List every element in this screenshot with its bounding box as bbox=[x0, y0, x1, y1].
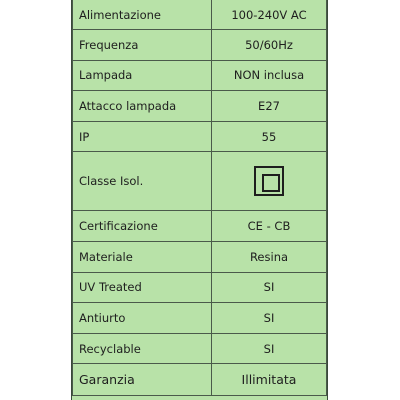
row-value: SI bbox=[212, 272, 327, 303]
row-value: CE - CB bbox=[212, 211, 327, 242]
row-label: Garanzia bbox=[73, 364, 212, 396]
row-label: IP bbox=[73, 121, 212, 152]
table-row bbox=[73, 121, 327, 152]
row-value: Illimitata bbox=[212, 364, 327, 396]
row-label: Antiurto bbox=[73, 303, 212, 334]
row-value bbox=[212, 152, 327, 211]
row-label: Alimentazione bbox=[73, 0, 212, 30]
row-label: Frequenza bbox=[73, 30, 212, 61]
row-label: Recyclable bbox=[73, 333, 212, 364]
table-row bbox=[73, 364, 327, 396]
row-label: Materiale bbox=[73, 241, 212, 272]
row-value: 50/60Hz bbox=[212, 30, 327, 61]
table-row bbox=[73, 152, 327, 211]
table-row bbox=[73, 272, 327, 303]
row-value: 55 bbox=[212, 121, 327, 152]
row-label: Certificazione bbox=[73, 211, 212, 242]
table-row bbox=[73, 303, 327, 334]
row-value: Resina bbox=[212, 241, 327, 272]
row-label: Attacco lampada bbox=[73, 91, 212, 122]
spec-sheet bbox=[71, 0, 328, 400]
table-row bbox=[73, 241, 327, 272]
table-row bbox=[73, 91, 327, 122]
row-label: UV Treated bbox=[73, 272, 212, 303]
row-value: E27 bbox=[212, 91, 327, 122]
table-row bbox=[73, 60, 327, 91]
row-label: Classe Isol. bbox=[73, 152, 212, 211]
double-insulation-class-ii-icon bbox=[254, 166, 284, 196]
row-value: NON inclusa bbox=[212, 60, 327, 91]
row-label: Lampada bbox=[73, 60, 212, 91]
table-row bbox=[73, 0, 327, 30]
table-row bbox=[73, 211, 327, 242]
spec-table bbox=[72, 0, 327, 396]
row-value: SI bbox=[212, 303, 327, 334]
row-value: SI bbox=[212, 333, 327, 364]
table-row bbox=[73, 30, 327, 61]
row-value: 100-240V AC bbox=[212, 0, 327, 30]
table-row bbox=[73, 333, 327, 364]
